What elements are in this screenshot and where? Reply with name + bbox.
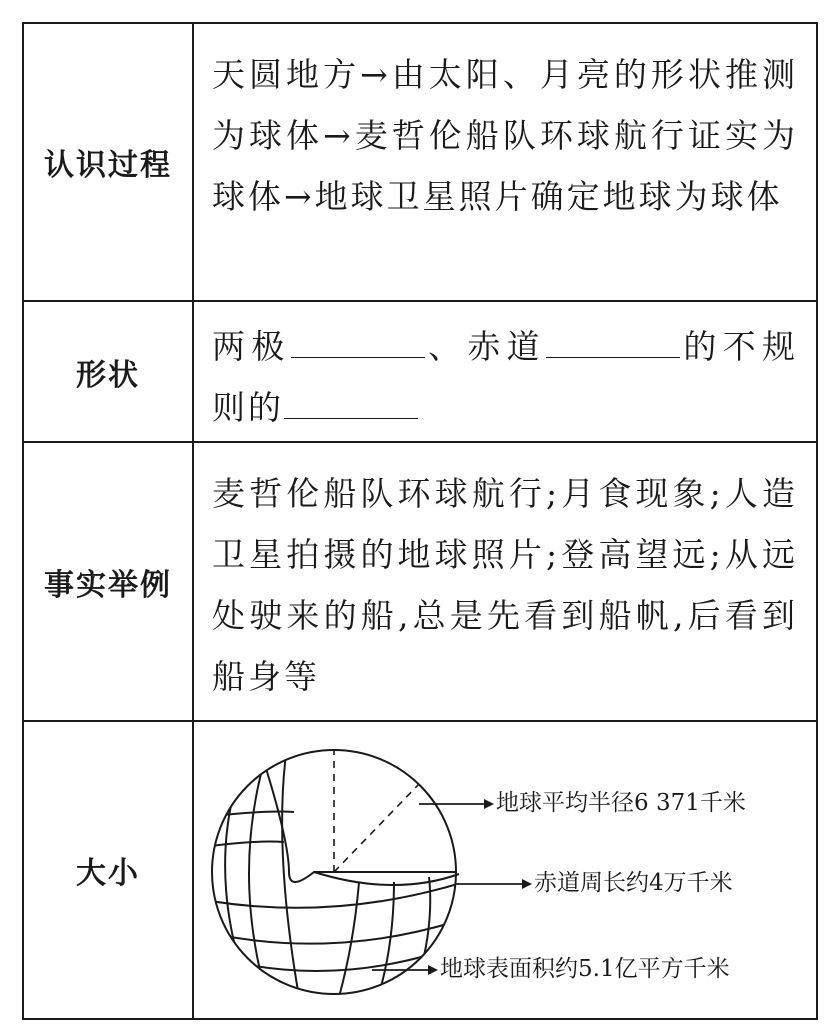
callout-equator: 赤道周长约4万千米	[534, 870, 733, 896]
callout-radius: 地球平均半径6 371千米	[496, 790, 746, 816]
row-examples	[24, 443, 816, 722]
label-cognition-process: 认识过程	[24, 24, 194, 300]
blank-equator[interactable]	[546, 323, 680, 358]
blank-poles[interactable]	[291, 323, 425, 358]
content-size	[194, 722, 816, 1018]
callout-area: 地球表面积约5.1亿平方千米	[440, 956, 730, 982]
shape-text-equator: 、赤道	[424, 327, 547, 366]
shape-text-poles: 两极	[212, 327, 291, 366]
row-shape	[24, 302, 816, 443]
label-size: 大小	[24, 722, 194, 1018]
radius-lines	[334, 750, 456, 872]
blank-shape[interactable]	[284, 384, 418, 419]
equator-curve	[314, 872, 459, 885]
label-shape: 形状	[24, 302, 194, 441]
earth-facts-table	[22, 22, 818, 1020]
shape-text-irregular: 的不规则的	[212, 327, 799, 427]
row-size	[24, 722, 816, 1018]
content-cognition-process: 天圆地方→由太阳、月亮的形状推测为球体→麦哲伦船队环球航行证实为球体→地球卫星照片确定地球为球体	[212, 55, 798, 216]
row-cognition-process	[24, 24, 816, 302]
label-examples: 事实举例	[24, 443, 194, 720]
content-shape	[194, 302, 816, 441]
content-examples: 麦哲伦船队环球航行;月食现象;人造卫星拍摄的地球照片;登高望远;从远处驶来的船,总是先看到船帆,后看到船身等	[212, 474, 798, 696]
